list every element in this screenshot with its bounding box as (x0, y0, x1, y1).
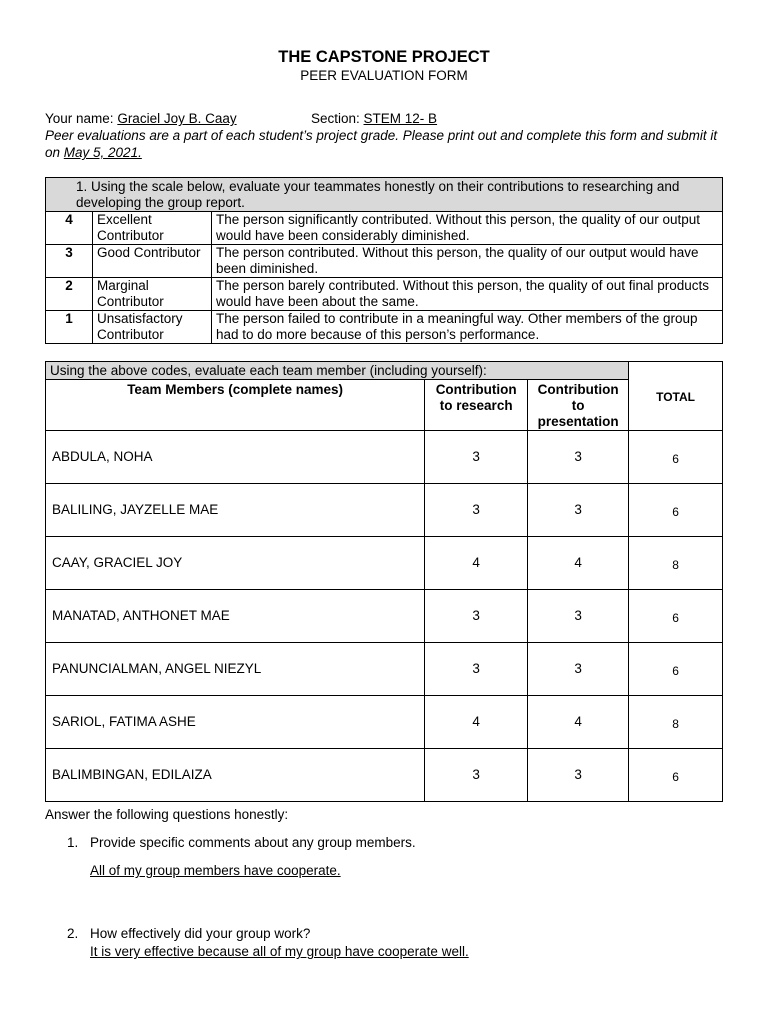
table-row (46, 749, 723, 802)
form-title: THE CAPSTONE PROJECT (278, 48, 490, 66)
member-name: PANUNCIALMAN, ANGEL NIEZYL (46, 643, 425, 696)
research-header: Contribution to research (425, 380, 528, 431)
name-value: Graciel Joy B. Caay (117, 111, 237, 126)
scale-row (46, 278, 723, 311)
table-row (46, 590, 723, 643)
research-score: 3 (425, 643, 528, 696)
evaluation-header-row (46, 380, 723, 431)
due-date: May 5, 2021. (63, 145, 142, 160)
member-name: BALILING, JAYZELLE MAE (46, 484, 425, 537)
presentation-header: Contribution to presentation (528, 380, 629, 431)
evaluation-caption: Using the above codes, evaluate each team member (including yourself): (46, 362, 629, 380)
scale-level: Marginal Contributor (93, 278, 212, 311)
scale-description: The person failed to contribute in a meaningful way. Other members of the group had to do more because of this person’s performance. (212, 311, 723, 344)
questions-intro: Answer the following questions honestly: (45, 807, 289, 822)
scale-instruction: 1. Using the scale below, evaluate your teammates honestly on their contributions to researching and developing the group report. (46, 178, 723, 212)
scale-code: 2 (46, 278, 93, 311)
scale-row (46, 212, 723, 245)
question-text: How effectively did your group work? (90, 926, 311, 941)
total-score: 6 (629, 484, 723, 537)
research-score: 3 (425, 590, 528, 643)
answer-text: It is very effective because all of my group have cooperate well. (90, 944, 469, 959)
name-label: Your name: (45, 111, 118, 126)
research-score: 4 (425, 696, 528, 749)
scale-level: Unsatisfactory Contributor (93, 311, 212, 344)
table-row (46, 484, 723, 537)
scale-description: The person significantly contributed. Without this person, the quality of our output would have been considerably diminished. (212, 212, 723, 245)
scale-row (46, 311, 723, 344)
presentation-score: 3 (528, 643, 629, 696)
presentation-score: 4 (528, 537, 629, 590)
research-score: 3 (425, 431, 528, 484)
evaluation-caption-row (46, 362, 723, 380)
answer-text: All of my group members have cooperate. (90, 863, 341, 878)
intro-paragraph (45, 127, 735, 161)
total-score: 6 (629, 643, 723, 696)
total-score: 6 (629, 431, 723, 484)
presentation-score: 3 (528, 590, 629, 643)
scale-level: Good Contributor (93, 245, 212, 278)
scale-code: 4 (46, 212, 93, 245)
presentation-score: 3 (528, 484, 629, 537)
question-number: 1. (67, 835, 79, 850)
presentation-score: 4 (528, 696, 629, 749)
scale-description: The person barely contributed. Without this person, the quality of out final products would have been about the same. (212, 278, 723, 311)
section-field (311, 111, 437, 126)
member-name: ABDULA, NOHA (46, 431, 425, 484)
form-subtitle: PEER EVALUATION FORM (300, 68, 468, 83)
scale-row (46, 245, 723, 278)
presentation-score: 3 (528, 431, 629, 484)
research-score: 3 (425, 749, 528, 802)
total-header: TOTAL (629, 362, 723, 431)
scale-code: 3 (46, 245, 93, 278)
student-info-line (45, 111, 438, 126)
question-text: Provide specific comments about any group members. (90, 835, 416, 850)
member-name: CAAY, GRACIEL JOY (46, 537, 425, 590)
member-name: SARIOL, FATIMA ASHE (46, 696, 425, 749)
members-header: Team Members (complete names) (46, 380, 425, 431)
research-score: 3 (425, 484, 528, 537)
evaluation-table (45, 361, 723, 802)
total-score: 6 (629, 749, 723, 802)
scale-table (45, 177, 723, 344)
scale-description: The person contributed. Without this person, the quality of our output would have been diminished. (212, 245, 723, 278)
table-row (46, 643, 723, 696)
section-label: Section: (311, 111, 364, 126)
member-name: BALIMBINGAN, EDILAIZA (46, 749, 425, 802)
section-value: STEM 12- B (363, 111, 438, 126)
scale-instruction-row (46, 178, 723, 212)
research-score: 4 (425, 537, 528, 590)
total-score: 8 (629, 696, 723, 749)
member-name: MANATAD, ANTHONET MAE (46, 590, 425, 643)
scale-code: 1 (46, 311, 93, 344)
intro-text: Peer evaluations are a part of each student’s project grade. Please print out and complete this form and submit it on (45, 128, 718, 160)
question-number: 2. (67, 926, 79, 941)
presentation-score: 3 (528, 749, 629, 802)
table-row (46, 696, 723, 749)
total-score: 8 (629, 537, 723, 590)
total-score: 6 (629, 590, 723, 643)
scale-level: Excellent Contributor (93, 212, 212, 245)
table-row (46, 537, 723, 590)
table-row (46, 431, 723, 484)
